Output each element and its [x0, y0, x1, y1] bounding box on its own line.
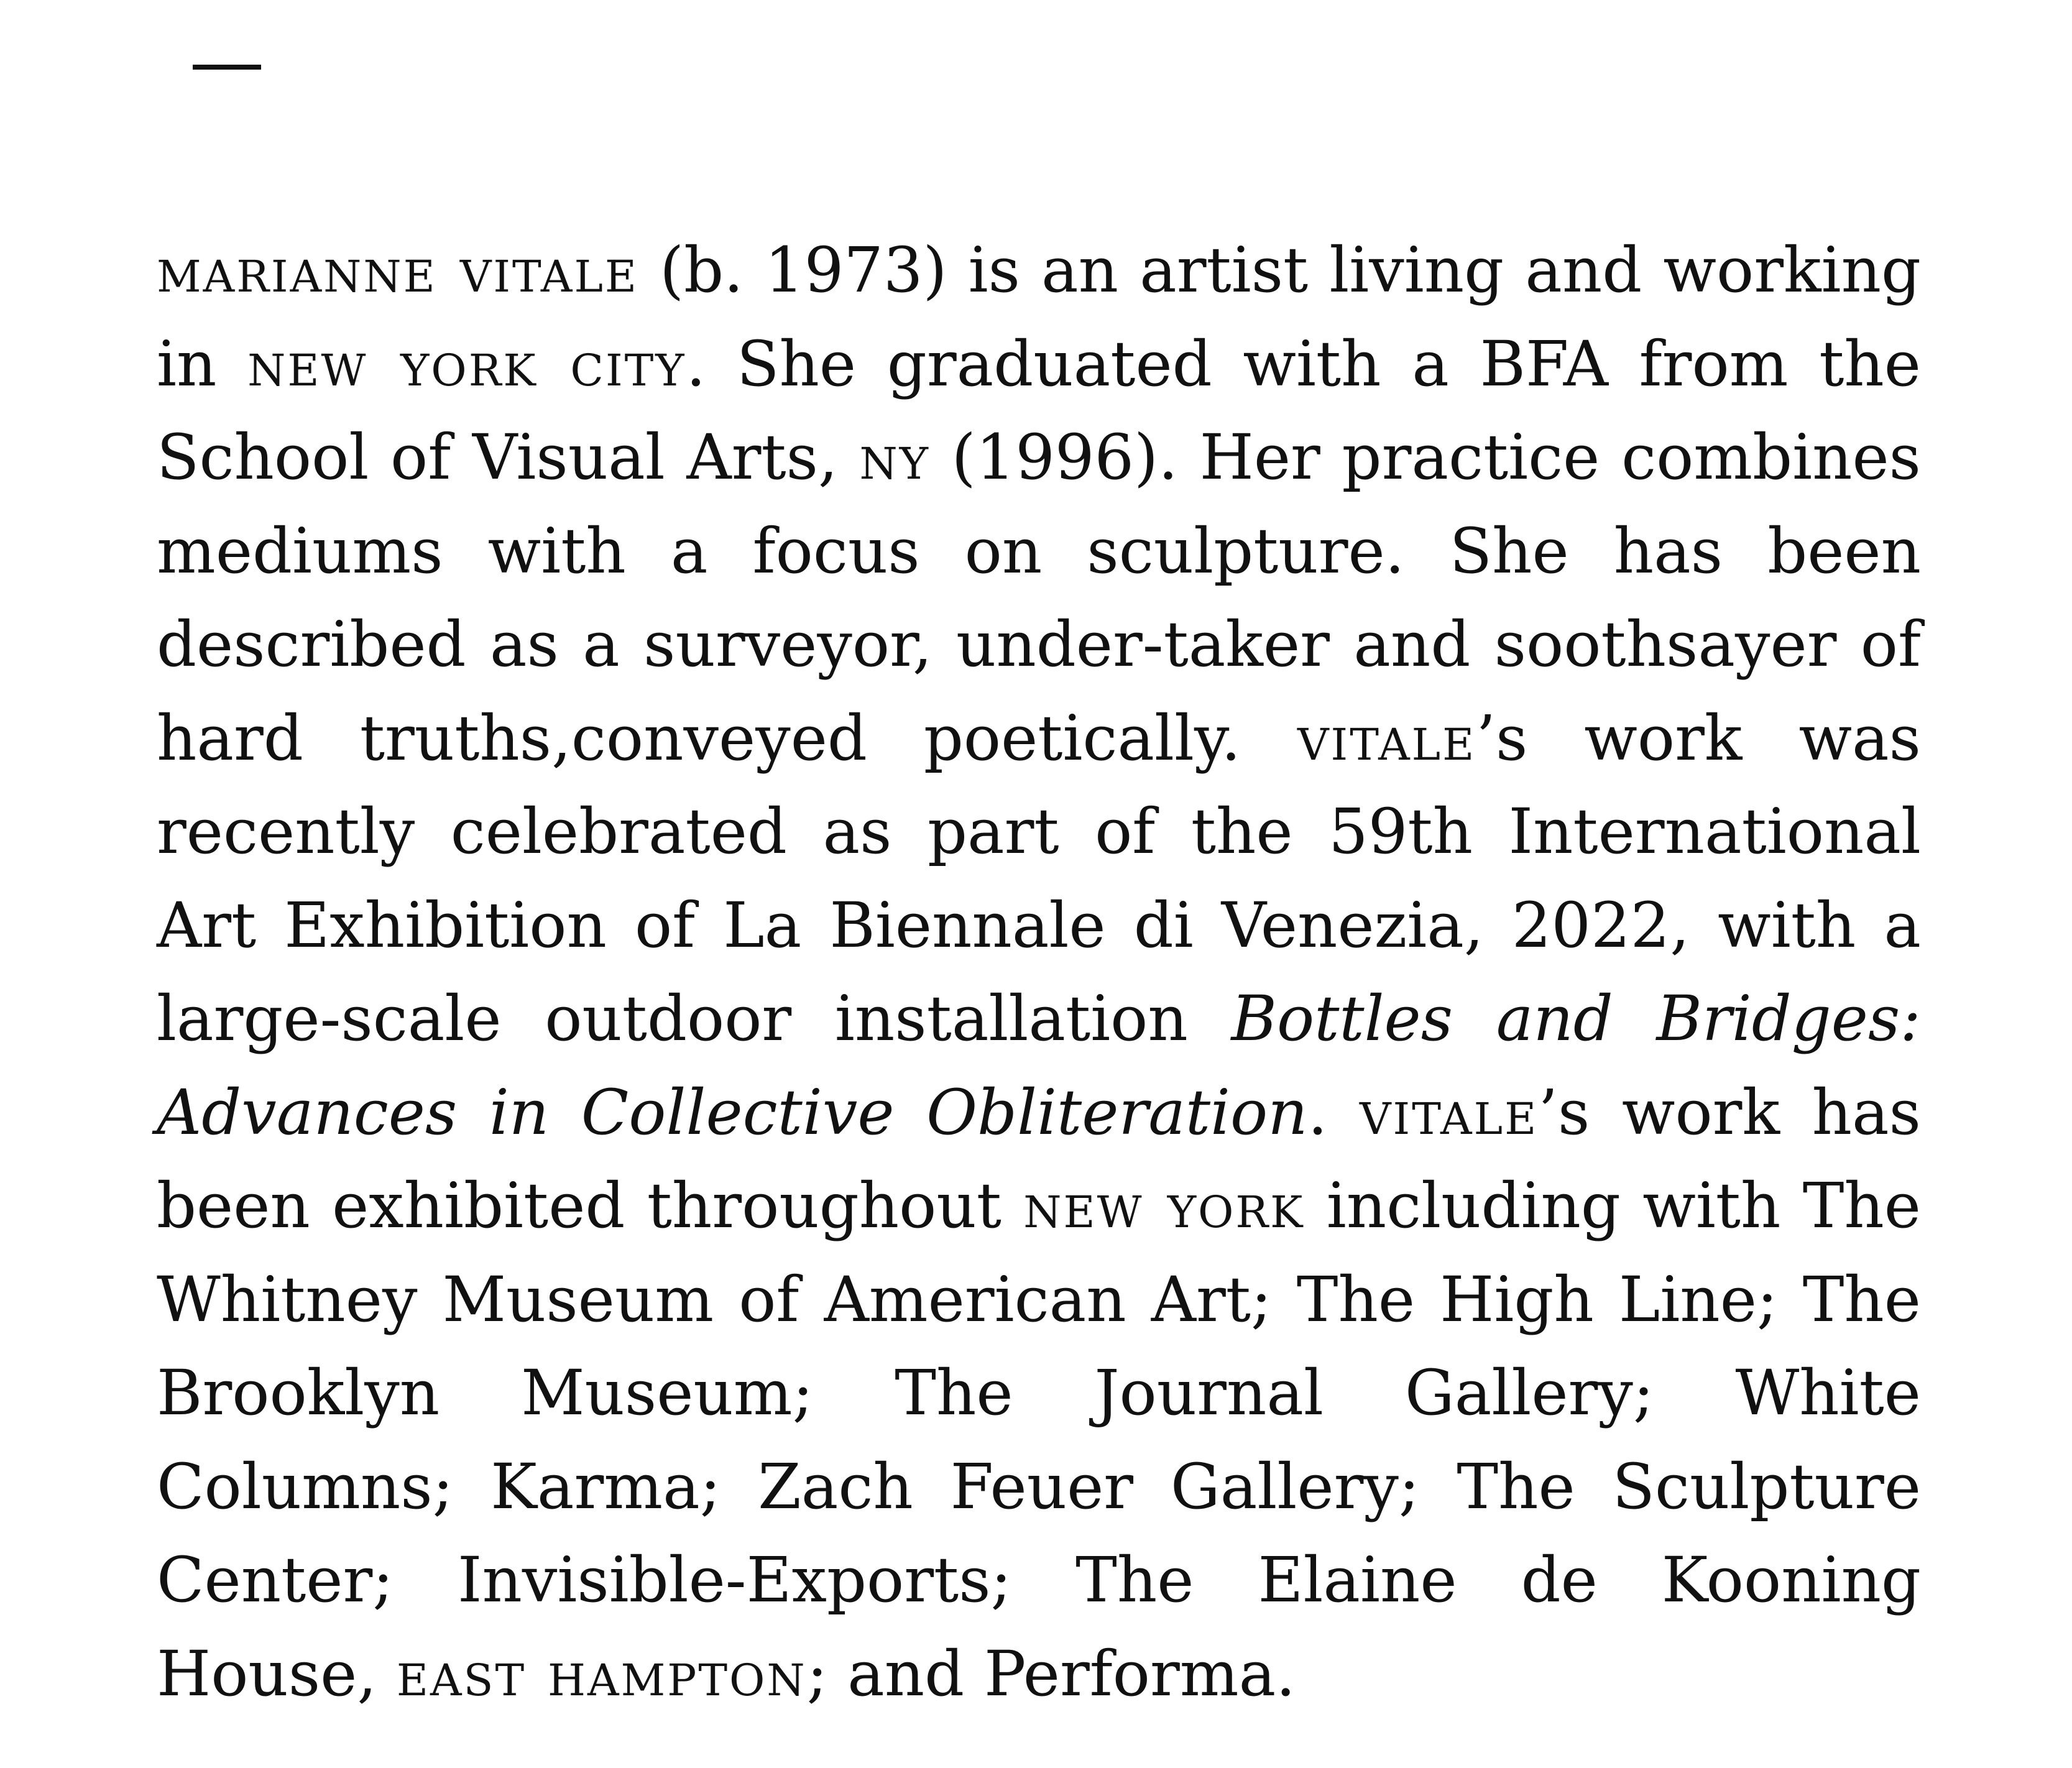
- bio-text: (1996). Her practice combines mediums with a focus on sculpture. She has been described as a surveyor, under-taker and soothsayer of hard truths,conveyed poetically.: [157, 421, 1921, 775]
- work-title: Bottles and Bridges: Advances in Collective Obliteration: [157, 982, 1921, 1149]
- bio-text: (b. 1973) is an artist living and working in: [157, 234, 1921, 400]
- bio-text: . She graduated with a BFA from the School of Visual Arts,: [157, 327, 1921, 494]
- bio-text: .: [1307, 1075, 1360, 1149]
- place-name: ny: [859, 421, 930, 494]
- bio-text: ’s work has been exhibited throughout: [157, 1075, 1921, 1242]
- bio-text: ’s work was recently celebrated as part of the 59th International Art Exhibition of La Biennale di Venezia, 2022, with a large-scale outdoor installation: [157, 701, 1921, 1055]
- dash-divider: [193, 65, 261, 70]
- artist-surname: vitale: [1297, 701, 1476, 775]
- artist-name: marianne vitale: [157, 234, 639, 306]
- artist-surname: vitale: [1359, 1075, 1539, 1149]
- place-name: east hampton: [396, 1637, 807, 1710]
- place-name: new york city: [247, 327, 686, 400]
- bio-text: including with The Whitney Museum of American Art; The High Line; The Brooklyn Museum; The Journal Gallery; White Columns; Karma; Zach Feuer Gallery; The Sculpture Center; Invisible-Exports; The Elaine de Kooning House,: [157, 1169, 1921, 1710]
- place-name: new york: [1023, 1169, 1305, 1242]
- artist-bio: [157, 224, 1921, 1721]
- bio-text: ; and Performa.: [806, 1637, 1296, 1710]
